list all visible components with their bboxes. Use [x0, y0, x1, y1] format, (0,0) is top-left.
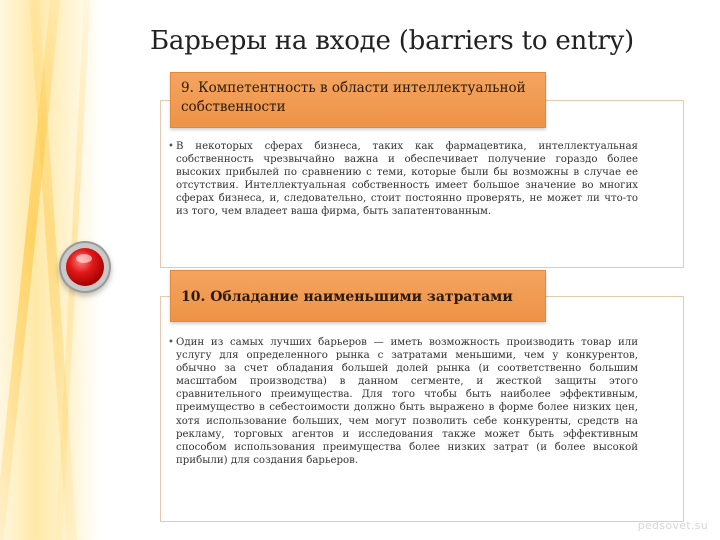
section-heading-ip: 9. Компетентность в области интеллектуальной собственности [170, 72, 546, 128]
section-text-cost [168, 336, 638, 467]
section-paragraph: В некоторых сферах бизнеса, таких как фармацевтика, интеллектуальная собственность чрезвычайно важна и обеспечивает получение гораздо более высоких прибылей по сравнению с теми, которые были бы возможны в случае ее отсутствия. Интеллектуальная собственность имеет большое значение во многих сферах бизнеса, и, следовательно, стоит постоянно проверять, не может ли что-то из того, чем владеет ваша фирма, быть запатентованным. [176, 141, 638, 218]
red-ball-icon [66, 248, 104, 286]
bullet-icon: • [168, 337, 174, 348]
section-heading-cost: 10. Обладание наименьшими затратами [170, 270, 546, 322]
section-paragraph: Один из самых лучших барьеров — иметь возможность производить товар или услугу для определенного рынка с затратами меньшими, чем у конкурентов, обычно за счет обладания большей долей рынка (и соответственно большим масштабом производства) в данном сегменте, и жесткой защиты этого сравнительного преимущества. Для того чтобы быть наиболее эффективным, преимущество в себестоимости должно быть выражено в форме более низких цен, хотя использование больших, чем могут позволить себе конкуренты, средств на рекламу, торговых агентов и исследования также может быть эффективным способом использования преимущества более низких затрат (и более высокой прибыли) для создания барьеров. [176, 337, 638, 466]
watermark: pedsovet.su [637, 519, 708, 532]
bullet-icon: • [168, 141, 174, 152]
section-text-ip [168, 140, 638, 219]
slide-title: Барьеры на входе (barriers to entry) [150, 26, 634, 56]
